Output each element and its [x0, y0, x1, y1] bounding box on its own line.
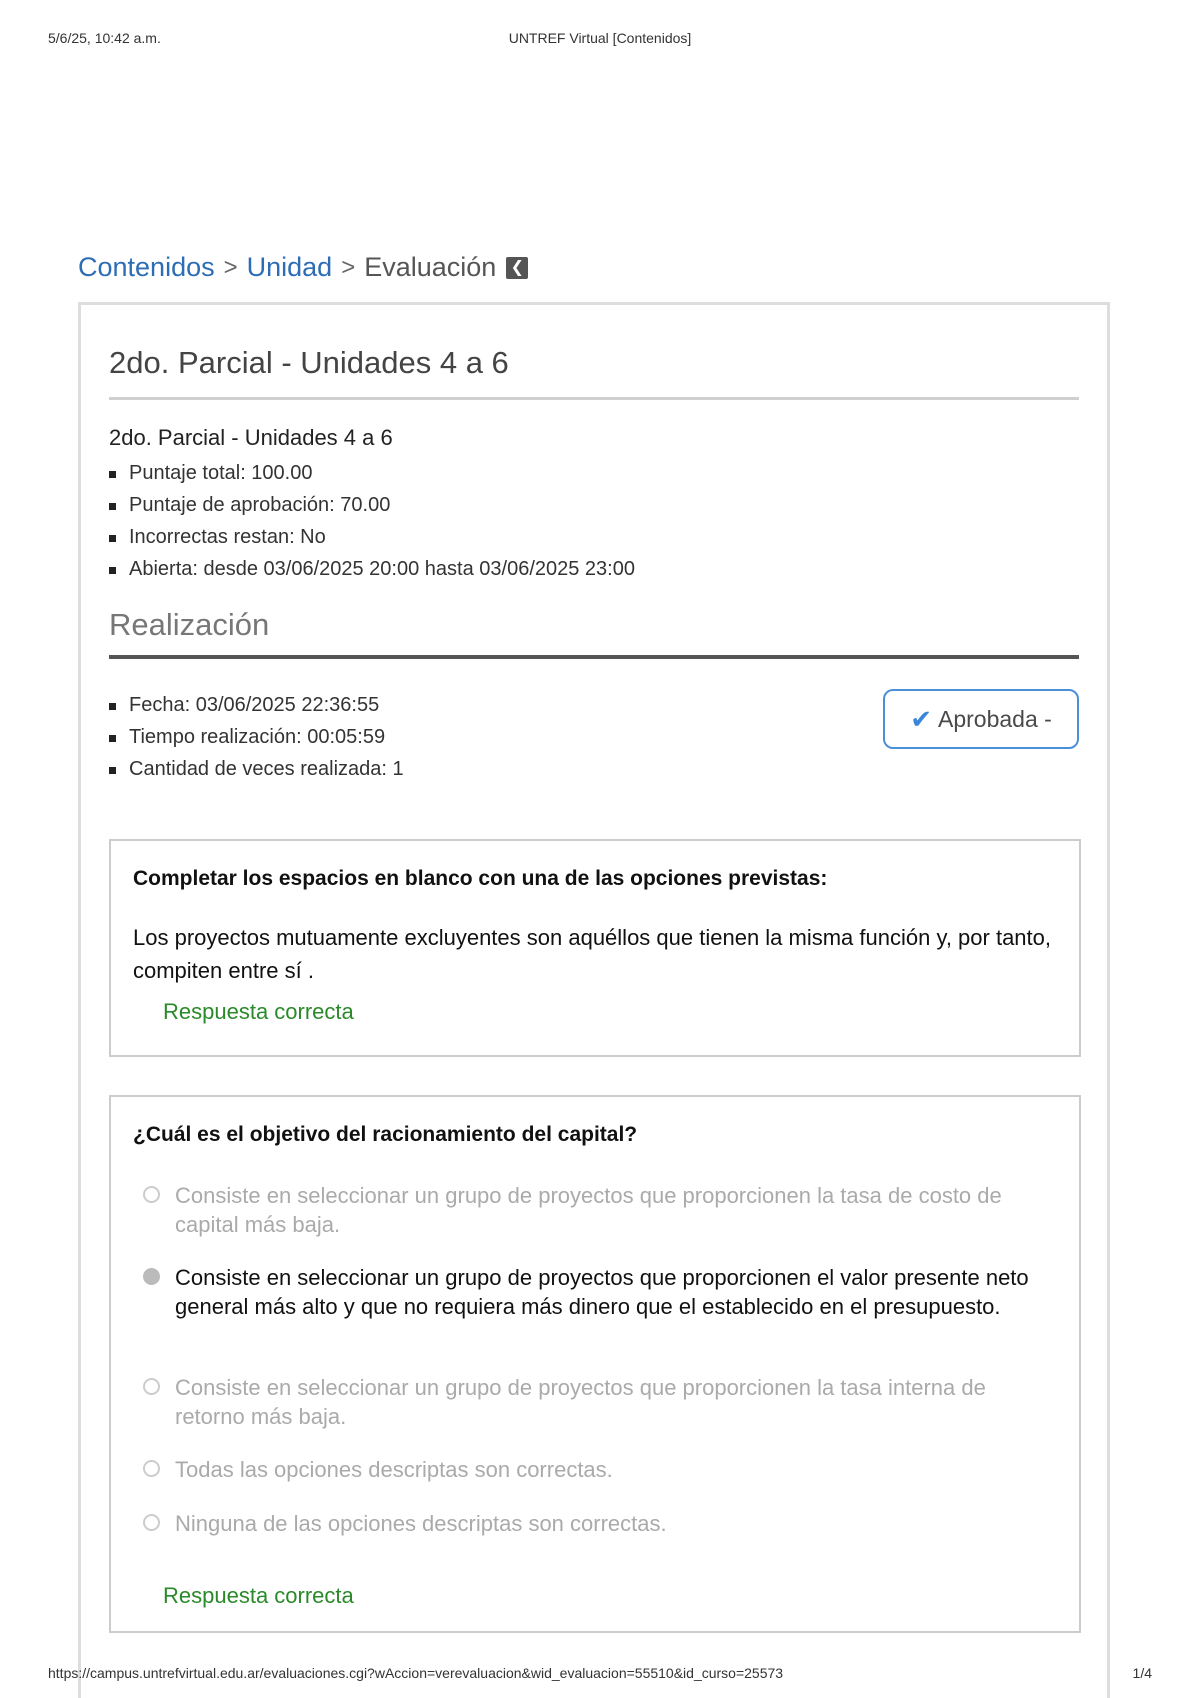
exam-heading: 2do. Parcial - Unidades 4 a 6	[109, 345, 1079, 400]
radio-button-icon[interactable]	[143, 1378, 160, 1395]
breadcrumb-unidad-link[interactable]: Unidad	[246, 252, 333, 282]
detail-incorrectas-restan: Incorrectas restan: No	[109, 521, 1079, 553]
detail-puntaje-total: Puntaje total: 100.00	[109, 457, 1079, 489]
breadcrumb-separator: >	[341, 253, 356, 281]
question-card	[109, 1095, 1081, 1633]
radio-button-selected-icon[interactable]	[143, 1268, 160, 1285]
radio-button-icon[interactable]	[143, 1460, 160, 1477]
question-result: Respuesta correcta	[163, 1583, 354, 1608]
question-result: Respuesta correcta	[163, 999, 354, 1024]
print-title: UNTREF Virtual [Contenidos]	[508, 30, 692, 46]
exam-info-title: 2do. Parcial - Unidades 4 a 6	[109, 425, 393, 450]
breadcrumb-current: Evaluación	[364, 252, 497, 282]
detail-cantidad: Cantidad de veces realizada: 1	[109, 753, 404, 785]
answer-option[interactable]	[141, 1181, 1049, 1239]
radio-button-icon[interactable]	[143, 1186, 160, 1203]
exam-details-list	[109, 457, 1079, 585]
question-body: Los proyectos mutuamente excluyentes son aquéllos que tienen la misma función y, por tanto, compiten entre sí .	[133, 925, 1052, 983]
answer-option[interactable]	[141, 1455, 1049, 1484]
breadcrumb	[78, 252, 528, 283]
answer-option-text: Consiste en seleccionar un grupo de proyectos que proporcionen la tasa de costo de capital más baja.	[175, 1183, 1002, 1237]
answer-option-text: Todas las opciones descriptas son correctas.	[175, 1457, 613, 1482]
detail-fecha: Fecha: 03/06/2025 22:36:55	[109, 689, 404, 721]
chevron-left-square-icon[interactable]: ❮	[506, 257, 528, 279]
question-title: Completar los espacios en blanco con una de las opciones previstas:	[133, 867, 828, 890]
print-datetime: 5/6/25, 10:42 a.m.	[48, 30, 161, 46]
status-approved-button[interactable]	[883, 689, 1079, 749]
status-label: Aprobada -	[937, 705, 1052, 732]
check-icon: ✔	[910, 703, 932, 734]
answer-option-text: Ninguna de las opciones descriptas son correctas.	[175, 1511, 667, 1536]
realizacion-details-list	[109, 689, 404, 785]
question-card	[109, 839, 1081, 1057]
answer-option-text: Consiste en seleccionar un grupo de proyectos que proporcionen la tasa interna de retorno más baja.	[175, 1375, 986, 1429]
radio-button-icon[interactable]	[143, 1514, 160, 1531]
breadcrumb-contenidos-link[interactable]: Contenidos	[78, 252, 215, 282]
print-header	[48, 30, 1152, 50]
question-title: ¿Cuál es el objetivo del racionamiento del capital?	[133, 1123, 638, 1146]
answer-option-text: Consiste en seleccionar un grupo de proyectos que proporcionen el valor presente neto general más alto y que no requiera más dinero que el establecido en el presupuesto.	[175, 1265, 1029, 1319]
print-footer	[48, 1665, 1152, 1685]
detail-tiempo: Tiempo realización: 00:05:59	[109, 721, 404, 753]
breadcrumb-separator: >	[223, 253, 238, 281]
evaluation-panel	[78, 302, 1110, 1698]
detail-puntaje-aprobacion: Puntaje de aprobación: 70.00	[109, 489, 1079, 521]
answer-option-selected[interactable]	[141, 1263, 1049, 1321]
realizacion-heading: Realización	[109, 607, 1079, 659]
detail-abierta: Abierta: desde 03/06/2025 20:00 hasta 03/06/2025 23:00	[109, 553, 1079, 585]
page-url: https://campus.untrefvirtual.edu.ar/evaluaciones.cgi?wAccion=verevaluacion&wid_evaluacion=55510&id_curso=25573	[48, 1665, 784, 1681]
answer-option[interactable]	[141, 1509, 1049, 1538]
page-number: 1/4	[1132, 1665, 1152, 1681]
answer-option[interactable]	[141, 1373, 1049, 1431]
exam-info	[109, 425, 1079, 585]
